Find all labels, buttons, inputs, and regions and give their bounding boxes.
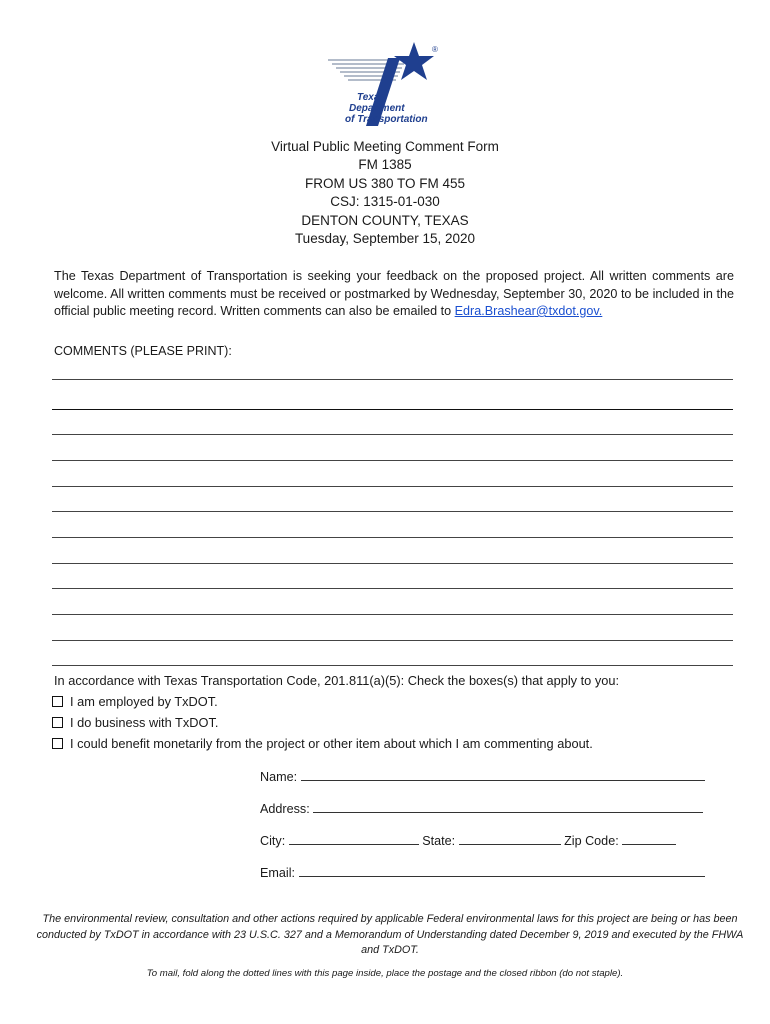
checkbox-option[interactable] — [52, 736, 593, 751]
city-label: City: — [260, 834, 286, 848]
environmental-notice: The environmental review, consultation and other actions required by applicable Federal environmental laws for this project are being or has been conducted by TxDOT in accordance with 23 U.S.C. 327 and a Memorandum of Understanding dated December 9, 2019 and executed by the FHWA and TxDOT. — [36, 913, 744, 956]
comment-line[interactable] — [52, 409, 733, 410]
comment-line[interactable] — [52, 379, 733, 380]
form-header — [0, 138, 770, 248]
comment-line[interactable] — [52, 511, 733, 512]
comments-label: COMMENTS (PLEASE PRINT): — [54, 344, 232, 358]
zip-input[interactable] — [622, 832, 676, 845]
comment-line[interactable] — [52, 588, 733, 589]
statute-text: In accordance with Texas Transportation Code, 201.811(a)(5): Check the boxes(s) that apply to you: — [54, 673, 620, 688]
comment-line[interactable] — [52, 537, 733, 538]
comment-line[interactable] — [52, 665, 733, 666]
comment-line[interactable] — [52, 486, 733, 487]
logo-line-2: Department — [349, 103, 405, 114]
email-label: Email: — [260, 866, 295, 880]
address-field — [260, 800, 703, 816]
address-label: Address: — [260, 802, 310, 816]
form-title: Virtual Public Meeting Comment Form — [271, 139, 499, 154]
checkbox-label: I am employed by TxDOT. — [70, 694, 218, 709]
city-state-zip-row — [260, 832, 676, 848]
logo-line-3: of Transportation — [345, 114, 428, 125]
mailing-instructions: To mail, fold along the dotted lines with this page inside, place the postage and the closed ribbon (do not staple). — [146, 968, 624, 979]
city-input[interactable] — [289, 832, 419, 845]
meeting-date: Tuesday, September 15, 2020 — [294, 231, 476, 247]
logo-wordmark — [345, 92, 428, 125]
name-input[interactable] — [301, 768, 705, 781]
checkbox-option[interactable] — [52, 694, 218, 709]
highway-name: FM 1385 — [358, 157, 412, 173]
zip-label: Zip Code: — [564, 834, 619, 848]
email-field — [260, 864, 705, 880]
comment-line[interactable] — [52, 434, 733, 435]
comment-line[interactable] — [52, 614, 733, 615]
name-label: Name: — [260, 770, 298, 784]
county-name: DENTON COUNTY, TEXAS — [301, 212, 469, 228]
checkbox-label: I do business with TxDOT. — [70, 715, 219, 730]
intro-paragraph — [54, 268, 734, 321]
email-input[interactable] — [299, 864, 705, 877]
csj-number: CSJ: 1315-01-030 — [330, 194, 440, 210]
comment-line[interactable] — [52, 640, 733, 641]
state-label: State: — [422, 834, 456, 848]
registered-mark: ® — [432, 45, 438, 54]
checkbox-label: I could benefit monetarily from the project or other item about which I am commenting about. — [70, 736, 593, 751]
address-input[interactable] — [313, 800, 703, 813]
comment-line[interactable] — [52, 460, 733, 461]
checkbox[interactable] — [52, 696, 63, 707]
checkbox[interactable] — [52, 738, 63, 749]
state-input[interactable] — [459, 832, 561, 845]
project-limits: FROM US 380 TO FM 455 — [304, 175, 466, 191]
email-link[interactable]: Edra.Brashear@txdot.gov. — [454, 304, 603, 318]
logo-line-1: Texas — [357, 92, 385, 103]
checkbox-option[interactable] — [52, 715, 218, 730]
checkbox[interactable] — [52, 717, 63, 728]
name-field — [260, 768, 705, 784]
comment-line[interactable] — [52, 563, 733, 564]
intro-text: The Texas Department of Transportation is seeking your feedback on the proposed project. All written comments are welcome. All written comments must be received or postmarked by Wednesday, September 30, 2020 to be included in the official public meeting record. Written comments can also be emailed to — [54, 269, 734, 318]
